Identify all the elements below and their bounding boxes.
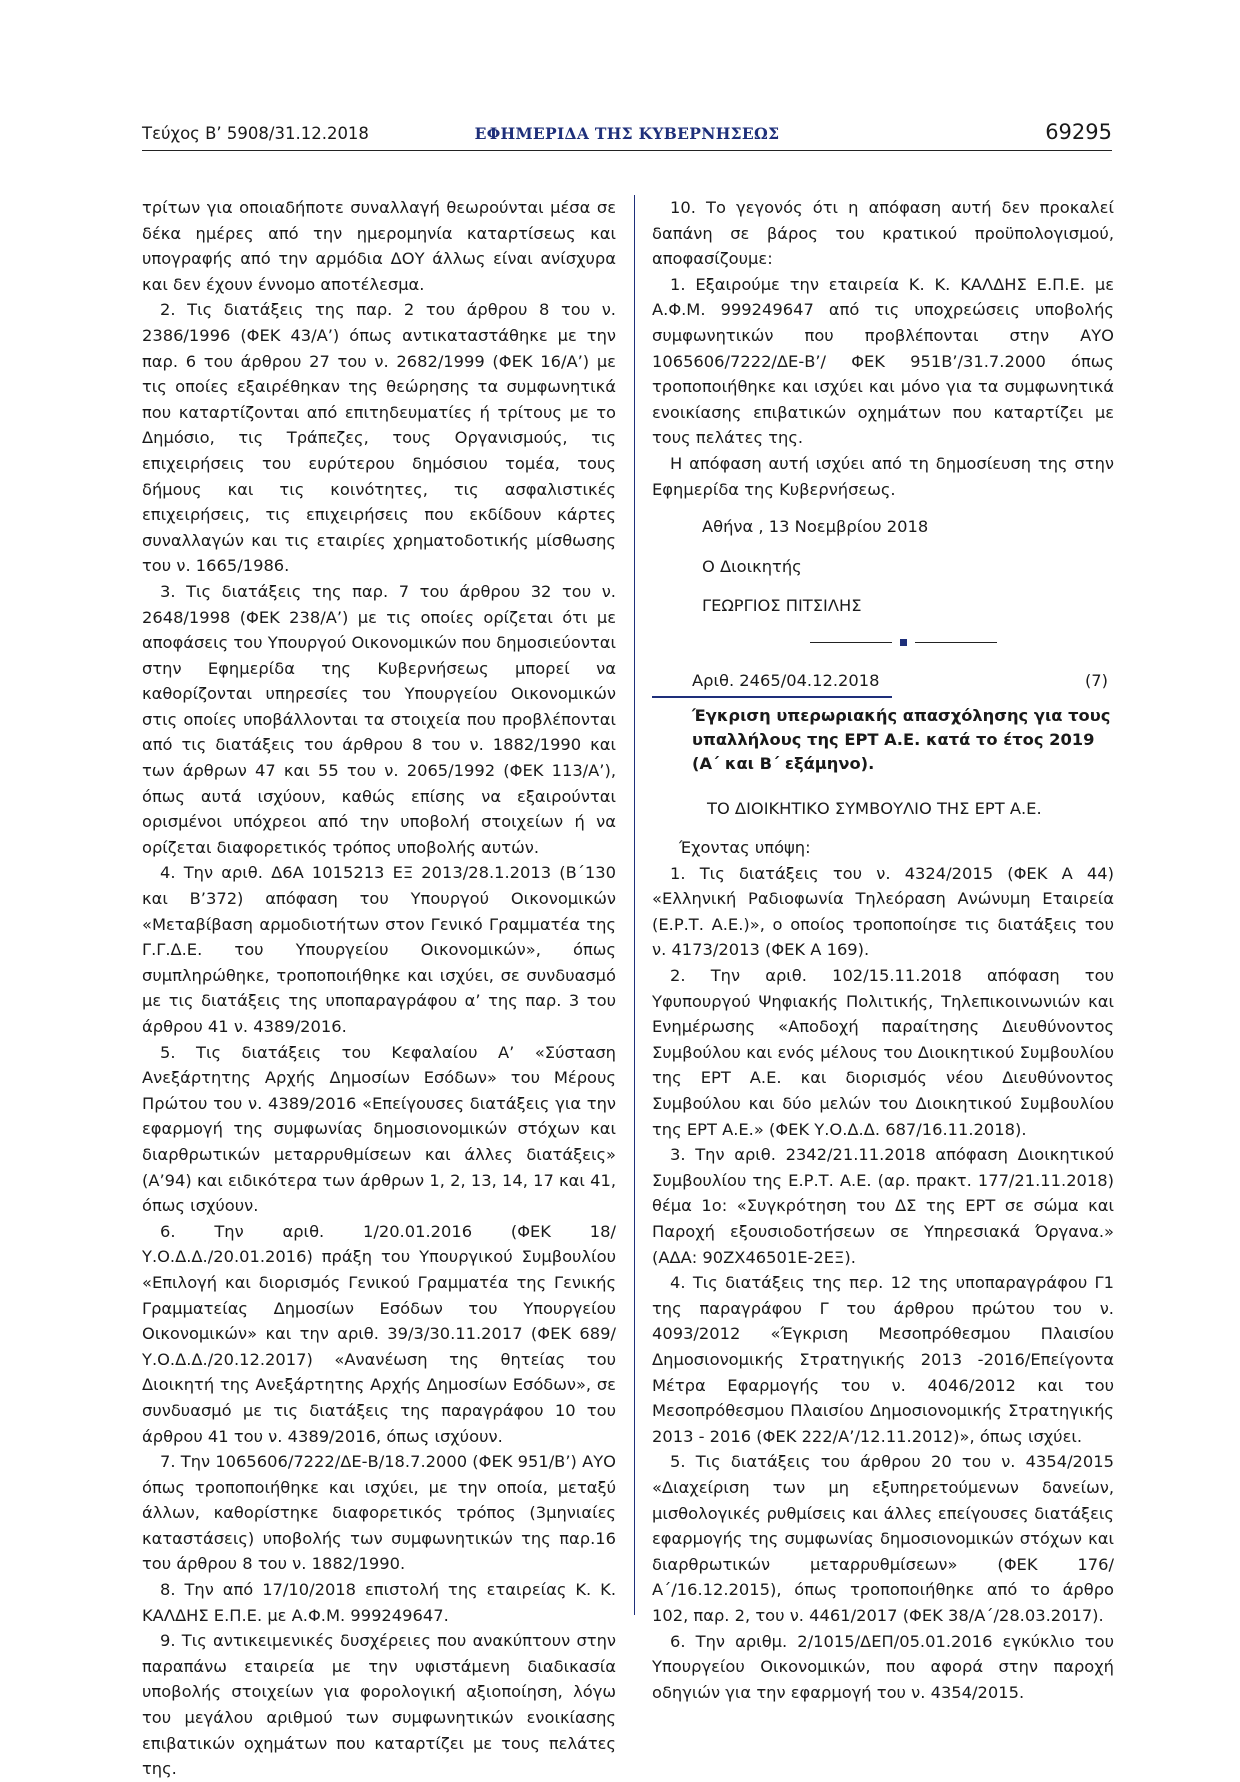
consideration-5: 5. Τις διατάξεις του άρθρου 20 του ν. 4354/2015 «Διαχείριση των μη εξυπηρετούμενων δανείων, μισθολογικές ρυθμίσεις και άλλες επείγουσες διατάξεις εφαρμογής της συμφωνίας δημοσιονομικών στόχων και διαρθρωτικών μεταρρυθμίσεων» (ΦΕΚ 176/Α΄/16.12.2015), όπως τροποποιήθηκε από το άρθρο 102, παρ. 2, του ν. 4461/2017 (ΦΕΚ 38/Α΄/28.03.2017).	[652, 1452, 1114, 1625]
paragraph-5: 5. Τις διατάξεις του Κεφαλαίου Α’ «Σύσταση Ανεξάρτητης Αρχής Δημοσίων Εσόδων» του Μέρους Πρώτου του ν. 4389/2016 «Επείγουσες διατάξεις για την εφαρμογή της συμφωνίας δημοσιονομικών στόχων και διαρθρωτικών μεταρρυθμίσεων και άλλες διατάξεις» (Α’94) και ειδικότερα των άρθρων 1, 2, 13, 14, 17 και 41, όπως ισχύουν.	[142, 1042, 616, 1216]
paragraph-8: 8. Την από 17/10/2018 επιστολή της εταιρείας Κ. Κ. ΚΑΛΔΗΣ Ε.Π.Ε. με Α.Φ.Μ. 999249647.	[142, 1580, 616, 1625]
decision-rule	[652, 696, 892, 698]
paragraph-4: 4. Την αριθ. Δ6Α 1015213 ΕΞ 2013/28.1.2013 (Β΄130 και Β’372) απόφαση του Υπουργού Οικονομικών «Μεταβίβαση αρμοδιοτήτων στον Γενικό Γραμματέα της Γ.Γ.Δ.Ε. του Υπουργείου Οικονομικών», όπως συμπληρώθηκε, τροποποιήθηκε και ισχύει, σε συνδυασμό με τις διατάξεις της υποπαραγράφου α’ της παρ. 3 του άρθρου 41 ν. 4389/2016.	[142, 863, 616, 1036]
consideration-2: 2. Την αριθ. 102/15.11.2018 απόφαση του Υφυπουργού Ψηφιακής Πολιτικής, Τηλεπικοινωνιών και Ενημέρωσης «Αποδοχή παραίτησης Διευθύνοντος Συμβούλου και ενός μέλους του Διοικητικού Συμβουλίου της ΕΡΤ Α.Ε. και διορισμός νέου Διευθύνοντος Συμβούλου και δύο μελών του Διοικητικού Συμβουλίου της ΕΡΤ Α.Ε.» (ΦΕΚ Υ.Ο.Δ.Δ. 687/16.11.2018).	[652, 966, 1114, 1139]
place-date: Αθήνα , 13 Νοεμβρίου 2018	[702, 517, 929, 537]
page-number: 69295	[1045, 120, 1112, 144]
decision-title: Έγκριση υπερωριακής απασχόλησης για τους υπαλλήλους της ΕΡΤ Α.Ε. κατά το έτος 2019 (Α΄ και Β΄ εξάμηνο).	[692, 705, 1111, 773]
separator-square-icon	[900, 639, 907, 646]
decision-clause-1: 1. Εξαιρούμε την εταιρεία Κ. Κ. ΚΑΛΔΗΣ Ε.Π.Ε. με Α.Φ.Μ. 999249647 από τις υποχρεώσεις υποβολής συμφωνητικών που προβλέπονται στην ΑΥΟ 1065606/7222/ΔΕ-Β’/ ΦΕΚ 951Β’/31.7.2000 όπως τροποποιήθηκε και ισχύει και μόνο για τα συμφωνητικά ενοικίασης επιβατικών οχημάτων που καταρτίζει με τους πελάτες της.	[652, 274, 1114, 448]
right-column	[652, 195, 1114, 1705]
decision-header	[652, 668, 1114, 694]
consideration-6: 6. Την αριθμ. 2/1015/ΔΕΠ/05.01.2016 εγκύκλιο του Υπουργείου Οικονομικών, που αφορά στην παροχή οδηγιών για την εφαρμογή του ν. 4354/2015.	[652, 1631, 1114, 1702]
paragraph-2: 2. Τις διατάξεις της παρ. 2 του άρθρου 8 του ν. 2386/1996 (ΦΕΚ 43/Α’) όπως αντικαταστάθηκε με την παρ. 6 του άρθρου 27 του ν. 2682/1999 (ΦΕΚ 16/Α’) με τις οποίες εξαιρέθηκαν της θεώρησης τα συμφωνητικά που καταρτίζονται από επιτηδευματίες ή τρίτους με το Δημόσιο, τις Τράπεζες, τους Οργανισμούς, τις επιχειρήσεις του ευρύτερου δημόσιου τομέα, τους δήμους και τις κοινότητες, τις ασφαλιστικές επιχειρήσεις, τις επιχειρήσεις που εκδίδουν κάρτες συναλλαγών και τις εταιρίες χρηματοδοτικής μίσθωσης του ν. 1665/1986.	[142, 300, 616, 576]
having-regard: Έχοντας υπόψη:	[679, 838, 811, 858]
decision-index: (7)	[1084, 670, 1108, 690]
paragraph-3: 3. Τις διατάξεις της παρ. 7 του άρθρου 32 του ν. 2648/1998 (ΦΕΚ 238/Α’) με τις οποίες ορίζεται ότι με αποφάσεις του Υπουργού Οικονομικών που δημοσιεύονται στην Εφημερίδα της Κυβερνήσεως μπορεί να καθορίζονται υπηρεσίες του Υπουργείου Οικονομικών στις οποίες υποβάλλονται τα στοιχεία που προβλέπονται από τις διατάξεις του άρθρου 8 του ν. 1882/1990 και των άρθρων 47 και 55 του ν. 2065/1992 (ΦΕΚ 113/Α’), όπως αυτά ισχύουν, καθώς επίσης να εξαιρούνται ορισμένοι υπόχρεοι από την υποβολή στοιχείων ή να ορίζεται διαφορετικός τρόπος υποβολής αυτών.	[142, 581, 616, 857]
paragraph-10: 10. Το γεγονός ότι η απόφαση αυτή δεν προκαλεί δαπάνη σε βάρος του κρατικού προϋπολογισμού, αποφασίζουμε:	[652, 198, 1114, 269]
effective-clause: Η απόφαση αυτή ισχύει από τη δημοσίευση της στην Εφημερίδα της Κυβερνήσεως.	[652, 453, 1114, 499]
board-heading: ΤΟ ΔΙΟΙΚΗΤΙΚΟ ΣΥΜΒΟΥΛΙΟ ΤΗΣ ΕΡΤ Α.Ε.	[707, 798, 1042, 818]
section-separator	[652, 639, 1114, 646]
consideration-3: 3. Την αριθ. 2342/21.11.2018 απόφαση Διοικητικού Συμβουλίου της Ε.Ρ.Τ. Α.Ε. (αρ. πρακτ. 177/21.11.2018) θέμα 1ο: «Συγκρότηση του ΔΣ της ΕΡΤ σε σώμα και Παροχή εξουσιοδοτήσεων σε Υπηρεσιακά Όργανα.» (ΑΔΑ: 90ΖΧ46501Ε-2ΕΞ).	[652, 1145, 1114, 1267]
signer-role: Ο Διοικητής	[702, 556, 802, 576]
consideration-4: 4. Τις διατάξεις της περ. 12 της υποπαραγράφου Γ1 της παραγράφου Γ του άρθρου πρώτου του ν. 4093/2012 «Έγκριση Μεσοπρόθεσμου Πλαισίου Δημοσιονομικής Στρατηγικής 2013 -2016/Επείγοντα Μέτρα Εφαρμογής του ν. 4046/2012 και του Μεσοπρόθεσμου Πλαισίου Δημοσιονομικής Στρατηγικής 2013 - 2016 (ΦΕΚ 222/Α’/12.11.2012)», όπως ισχύει.	[652, 1273, 1114, 1446]
separator-line	[810, 642, 892, 643]
header-rule	[142, 150, 1112, 151]
paragraph-7: 7. Την 1065606/7222/ΔΕ-Β/18.7.2000 (ΦΕΚ 951/Β’) ΑΥΟ όπως τροποποιήθηκε και ισχύει, με την οποία, μεταξύ άλλων, καθορίστηκε διαφορετικός τρόπος (3μηνιαίες καταστάσεις) υποβολής των συμφωνητικών της παρ.16 του άρθρου 8 του ν. 1882/1990.	[142, 1452, 616, 1574]
gazette-title: ΕΦΗΜΕΡΙΔΑ ΤΗΣ ΚΥΒΕΡΝΗΣΕΩΣ	[474, 124, 780, 143]
signer-name: ΓΕΩΡΓΙΟΣ ΠΙΤΣΙΛΗΣ	[702, 596, 862, 616]
paragraph-continuation: τρίτων για οποιαδήποτε συναλλαγή θεωρούνται μέσα σε δέκα ημέρες από την ημερομηνία καταρτίσεως και υπογραφής από την αρμόδια ΔΟΥ άλλως είναι ανίσχυρα και δεν έχουν έννομο αποτέλεσμα.	[142, 198, 616, 294]
consideration-1: 1. Τις διατάξεις του ν. 4324/2015 (ΦΕΚ Α 44) «Ελληνική Ραδιοφωνία Τηλεόραση Ανώνυμη Εταιρεία (Ε.Ρ.Τ. Α.Ε.)», ο οποίος τροποποίησε τις διατάξεις του ν. 4173/2013 (ΦΕΚ Α 169).	[652, 863, 1114, 960]
page-header	[142, 118, 1112, 148]
left-column	[142, 195, 616, 1782]
column-divider	[634, 195, 635, 1615]
paragraph-9: 9. Τις αντικειμενικές δυσχέρειες που ανακύπτουν στην παραπάνω εταιρεία με την υφιστάμενη διαδικασία υποβολής στοιχείων για φορολογική αξιοποίηση, λόγω του μεγάλου αριθμού των συμφωνητικών ενοικίασης επιβατικών οχημάτων που καταρτίζει με τους πελάτες της.	[142, 1631, 616, 1779]
decision-number: Αριθ. 2465/04.12.2018	[692, 670, 880, 690]
issue-label: Τεύχος Β’ 5908/31.12.2018	[142, 124, 369, 143]
paragraph-6: 6. Την αριθ. 1/20.01.2016 (ΦΕΚ 18/Υ.Ο.Δ.Δ./20.01.2016) πράξη του Υπουργικού Συμβουλίου «Επιλογή και διορισμός Γενικού Γραμματέα της Γενικής Γραμματείας Δημοσίων Εσόδων του Υπουργείου Οικονομικών» και την αριθ. 39/3/30.11.2017 (ΦΕΚ 689/Υ.Ο.Δ.Δ./20.12.2017) «Ανανέωση της θητείας του Διοικητή της Ανεξάρτητης Αρχής Δημοσίων Εσόδων», σε συνδυασμό με τις διατάξεις της παραγράφου 10 του άρθρου 41 του ν. 4389/2016, όπως ισχύουν.	[142, 1221, 616, 1446]
separator-line	[915, 642, 997, 643]
